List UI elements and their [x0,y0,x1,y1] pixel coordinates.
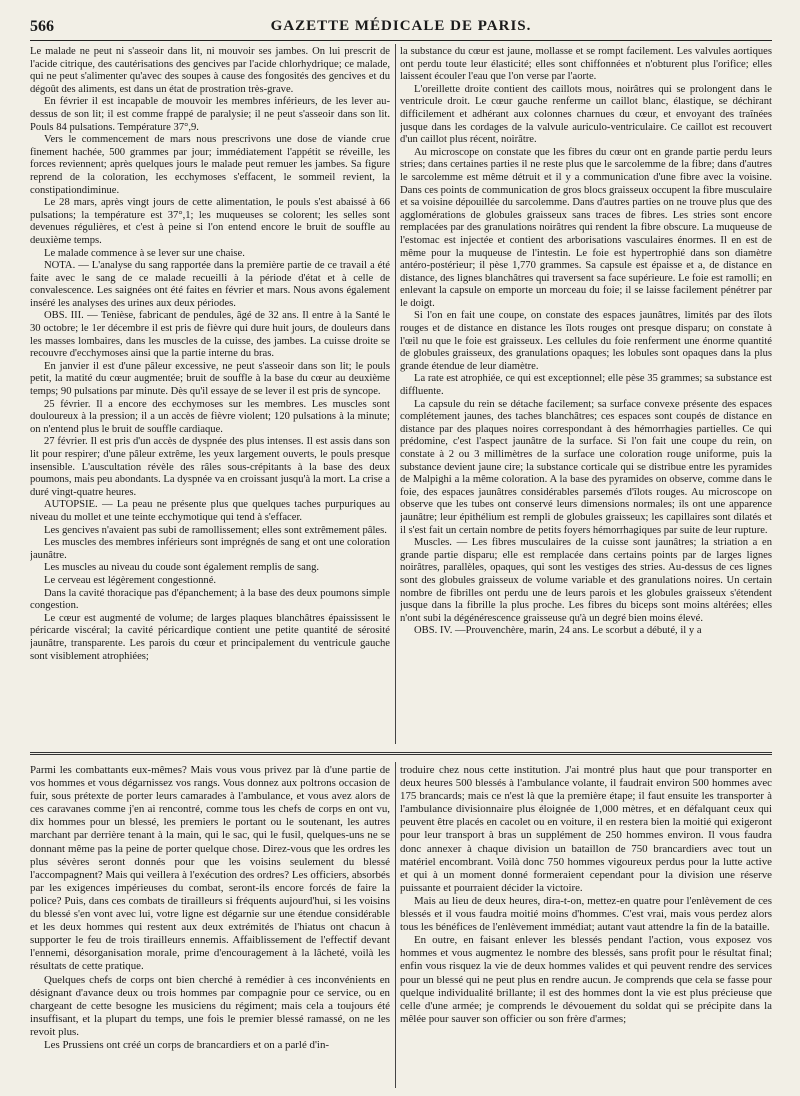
muscles-paragraph: Muscles. — Les fibres musculaires de la cuisse sont jaunâtres; la striation a en grande partie disparu; elle est remplacée dans certains points par de larges lignes noirâtres, parallèles, opaques, qui sont les vestiges des stries. Au-dessus de ces lignes sont des globules graisseux de volume variable et des granulations noires. Un certain nombre de fibrilles ont perdu une de leurs parois et les globules graisseux s'étendent jusque dans la fibrille la plus proche. Les fibres du biceps sont moins altérées; elles n'ont subi la dégénérescence graisseuse qu'à un degré bien moins élevé. [400,537,772,624]
paragraph: Les muscles au niveau du coude sont également remplis de sang. [44,562,320,574]
paragraph: la substance du cœur est jaune, mollasse et se rompt facilement. Les valvules aortiques ont perdu toute leur élasticité; elles sont chiffonnées et n'obturent plus l'orifice; elles laissent écouler l'eau que l'on verse par l'aorte. [400,46,772,83]
paragraph: Quelques chefs de corps ont bien cherché à remédier à ces inconvénients en désignant d'avance deux ou trois hommes par compagnie pour ce service, ou en chargeant de cette besogne les musiciens du régiment; mais cela a toujours été insuffisant, et la plupart du temps, une fois le premier blessé ramassé, on ne les revoit plus. [30,973,390,1038]
paragraph: Le cœur est augmenté de volume; de larges plaques blanchâtres épaississent le péricarde viscéral; la cavité péricardique contient une petite quantité de sérosité jaunâtre, transparente. Les parois du cœur et principalement du ventricule gauche sont visiblement atrophiées; [30,612,390,662]
paragraph: La rate est atrophiée, ce qui est exceptionnel; elle pèse 35 grammes; sa substance est diffluente. [400,373,772,398]
feuilleton-left-column [30,764,390,1088]
paragraph: En janvier il est d'une pâleur excessive, ne peut s'asseoir dans son lit; le pouls petit, la matité du cœur augmentée; bruit de souffle à la base du cœur au deuxième temps; 90 pulsations par minute. Dès qu'il essaye de se lever il est pris de syncope. [30,360,390,398]
paragraph: Vers le commencement de mars nous prescrivons une dose de viande crue finement hachée, 500 grammes par jour; immédiatement l'appétit se réveille, les forces reviennent; après quelques jours le malade peut remuer les jambes. Sa figure reprend de la coloration, les ecchymoses s'effacent, le sommeil revient, la constipationdiminue. [30,134,390,196]
page-header [30,16,772,41]
feuilleton-right-column [400,764,772,1088]
paragraph: troduire chez nous cette institution. J'ai montré plus haut que pour transporter en deux heures 500 blessés à l'ambulance volante, il faudrait environ 500 hommes avec 175 brancards; mais ce n'est là que la première étape; il faut ensuite les transporter à l'ambulance divisionnaire plus éloignée de 1,000 mètres, et en défalquant ceux qui peuvent être placés en cacolet ou en voiture, il en restera bien la moitié qui exigeront pour leur transport à bras un supplément de 250 hommes environ. Il vous faudra donc annexer à chaque division un bataillon de 750 brancardiers avec tout un matériel encombrant. Voilà donc 750 hommes vigoureux perdus pour la lutte active et qui à un moment donné formeraient cependant pour la division une réserve puissante et pourraient décider la victoire. [400,764,772,894]
paragraph: Les muscles des membres inférieurs sont imprégnés de sang et ont une coloration jaunâtre. [30,537,390,561]
paragraph: L'oreillette droite contient des caillots mous, noirâtres qui se prolongent dans le ventricule droit. Le cœur gauche renferme un caillot blanc, élastique, se déchirant difficilement et adhérant aux colonnes charnues du cœur, et envoyant des traînées jusque dans les cordages de la valvule auriculo-ventriculaire. Ce caillot est recouvert d'un caillot plus récent, noirâtre. [400,83,772,146]
journal-title: GAZETTE MÉDICALE DE PARIS. [270,18,532,34]
column-divider-top [395,44,396,744]
paragraph: 27 février. Il est pris d'un accès de dyspnée des plus intenses. Il est assis dans son lit pour respirer; d'une pâleur extrême, les yeux largement ouverts, le pouls presque insensible. L'auscultation révèle des râles sous-crépitants à la base des deux poumons, mais peu abondants. La dyspnée va en croissant jusqu'à la mort. La crise a duré vingt-quatre heures. [30,436,390,498]
article-right-column [400,46,772,744]
note-paragraph: NOTA. — L'analyse du sang rapportée dans la première partie de ce travail a été faite avec le sang de ce malade recueilli à la période d'état et à celle de convalescence. Les saignées ont été faites en février et mars. Nous avons également inséré les analyses des urines aux deux périodes. [30,260,390,309]
paragraph: Les Prussiens ont créé un corps de brancardiers et on a parlé d'in- [44,1038,330,1051]
autopsy-paragraph: AUTOPSIE. — La peau ne présente plus que quelques taches purpuriques au niveau du mollet et une teinte ecchymotique qui tend à s'effacer. [30,499,390,523]
paragraph: Le cerveau est légèrement congestionné. [44,574,217,586]
article-left-column [30,46,390,744]
feuilleton-separator [30,752,772,755]
paragraph: Dans la cavité thoracique pas d'épanchement; à la base des deux poumons simple congestion. [30,587,390,612]
paragraph: Le 28 mars, après vingt jours de cette alimentation, le pouls s'est abaissé à 66 pulsations; la température est 37°,1; les muqueuses se colorent; les selles sont devenues régulières, et c'est à peine si l'on entend encore le bruit de souffle au deuxième temps. [30,197,390,246]
paragraph: Si l'on en fait une coupe, on constate des espaces jaunâtres, limités par des îlots rouges et de distance en distance les îlots rouges ont presque disparu; on constate à l'œil nu que le foie est graisseux. Les cellules du foie renferment une énorme quantité de globules graisseux, des granulations opaques; les lobules sont opaques dans la plus grande étendue de leur diamètre. [400,310,772,372]
paragraph: Parmi les combattants eux-mêmes? Mais vous vous privez par là d'une partie de vos hommes et vous dégarnissez vos rangs. Vous donnez aux poltrons occasion de fuir, sous prétexte de porter leurs camarades à l'ambulance, et vous avez alors de ces caravanes comme j'en ai rencontré, comme tous les chefs de corps en ont vu, dix hommes pour un blessé, les premiers le portant ou le soutenant, les autres marchant par derrière tenant à la main, qui le sac, qui le fusil, quelques-uns ne se donnant même pas la peine de porter quelque chose. Direz-vous que les ordres les plus sévères seront donnés pour que les voisins seulement du blessé l'accompagnent? Mais qui veillera à l'exécution des ordres? Les officiers, absorbés par les exigences impérieuses du combat, seront-ils encore forcés de faire la police? Puis, dans ces combats de tirailleurs si fréquents aujourd'hui, si les voisins du blessé s'en vont avec lui, votre ligne est dégarnie sur une étendue considérable et les deux hommes qui restent aux deux extrémités de l'hiatus ont chacun à supporter le feu de trois tirailleurs ennemis. Affaiblissement de l'effectif devant l'ennemi, désorganisation morale, prime d'encouragement à la lâcheté, voilà les résultats de cette pratique. [30,764,390,973]
paragraph: Au microscope on constate que les fibres du cœur ont en grande partie perdu leurs stries; dans certaines parties il ne reste plus que le sarcolemme de la fibre; dans d'autres le sarcolemme est même détruit et il y a communication d'une fibre avec la voisine. Dans ces points de communication de gros blocs graisseux occupent la fibre musculaire et sa voisine dépouillée du sarcolemme. Dans d'autres parties on ne trouve plus que des agglomérations de globules graisseux sans traces de fibres. Les stries sont encore remplacées par des granulations noirâtres qui rendent la fibre obscure. La muqueuse de l'estomac est injectée et contient des arborisations vasculaires énormes. Il en est de même pour la muqueuse de l'intestin. Le foie est hypertrophié dans son diamètre antéro-postérieur; il pèse 1,770 grammes. Sa capsule est épaisse et a, de distance en distance, des lignes blanchâtres qui traversent sa face supérieure. Le foie est ramolli; en enlevant la capsule on emporte un morceau du foie; il se laisse facilement pénétrer par le doigt. [400,146,772,309]
observation-heading-paragraph: OBS. III. — Tenièse, fabricant de pendules, âgé de 32 ans. Il entre à la Santé le 30 octobre; le 1er décembre il est pris de fièvre qui dure huit jours, de douleurs dans les masses lombaires, dans les muscles de la cuisse, des jambes. La cuisse droite se recouvre d'ecchymoses ainsi que la partie interne du bras. [30,310,390,360]
observation-heading-paragraph: OBS. IV. —Prouvenchère, marin, 24 ans. Le scorbut a débuté, il y a [414,625,702,637]
paragraph: En outre, en faisant enlever les blessés pendant l'action, vous exposez vos hommes et vous augmentez le nombre des blessés, sans profit pour le résultat final; enfin vous risquez la vie de deux hommes valides et qui peuvent rendre des services pour un blessé qui ne peut plus en rendre aucun. Je comprends que cela se fasse pour quelque individualité brillante; il est des hommes dont la vie est plus précieuse que celle d'une armée; je comprends le dévouement du soldat qui se précipite dans la mêlée pour sauver son officier ou son frère d'armes; [400,934,772,1025]
paragraph: Le malade ne peut ni s'asseoir dans lit, ni mouvoir ses jambes. On lui prescrit de l'acide citrique, des cautérisations des gencives par l'acide chlorhydrique; ce malade, qui ne peut s'alimenter qu'avec des soupes à cause des fongosités des gencives et du dégoût des aliments, est dans un état de prostration très-grave. [30,46,390,95]
page-number: 566 [30,18,54,35]
column-divider-bottom [395,762,396,1088]
paragraph: En février il est incapable de mouvoir les membres inférieurs, de les lever au-dessus de son lit; il est comme frappé de paralysie; il ne peut s'asseoir dans son lit. Pouls 84 pulsations. Température 37°,9. [30,96,390,133]
paragraph: Mais au lieu de deux heures, dira-t-on, mettez-en quatre pour l'enlèvement de ces blessés et il vous faudra moitié moins d'hommes. C'est vrai, mais vous perdez alors tous les bénéfices de l'enlèvement immédiat; autant vaut attendre la fin de la bataille. [400,894,772,934]
paragraph: Les gencives n'avaient pas subi de ramollissement; elles sont extrêmement pâles. [44,524,387,536]
paragraph: Le malade commence à se lever sur une chaise. [44,247,245,259]
paragraph: 25 février. Il a encore des ecchymoses sur les membres. Les muscles sont douloureux à la pression; il a un accès de fièvre violent; 120 pulsations à la minute; on n'entend plus le bruit de souffle cardiaque. [30,398,390,435]
paragraph: La capsule du rein se détache facilement; sa surface convexe présente des espaces complétement jaunes, des taches blanchâtres; ces espaces sont coupés de distance en distance par des plaques noires correspondant à des hémorrhagies partielles. Ce qui prédomine, c'est l'aspect jaunâtre de la surface. Si l'on fait une coupe du rein, on constate à 2 ou 3 millimètres de la surface une coloration rouge uniforme, puis la substance devient jaune cire; la substance corticale qui se distribue entre les pyramides de Malpighi a la même coloration. A la base des pyramides on observe, comme dans le foie, des espaces jaunâtres considérables parsemés d'îlots rouges. Au microscope on observe que les tubes ont conservé leurs dimensions normales; ils ont une apparence jaunâtre; leur épithélium est rempli de globules graisseux; les capillaires sont dilatés et il s'est fait un certain nombre de petits foyers hémorrhagiques par suite de leur rupture. [400,398,772,536]
